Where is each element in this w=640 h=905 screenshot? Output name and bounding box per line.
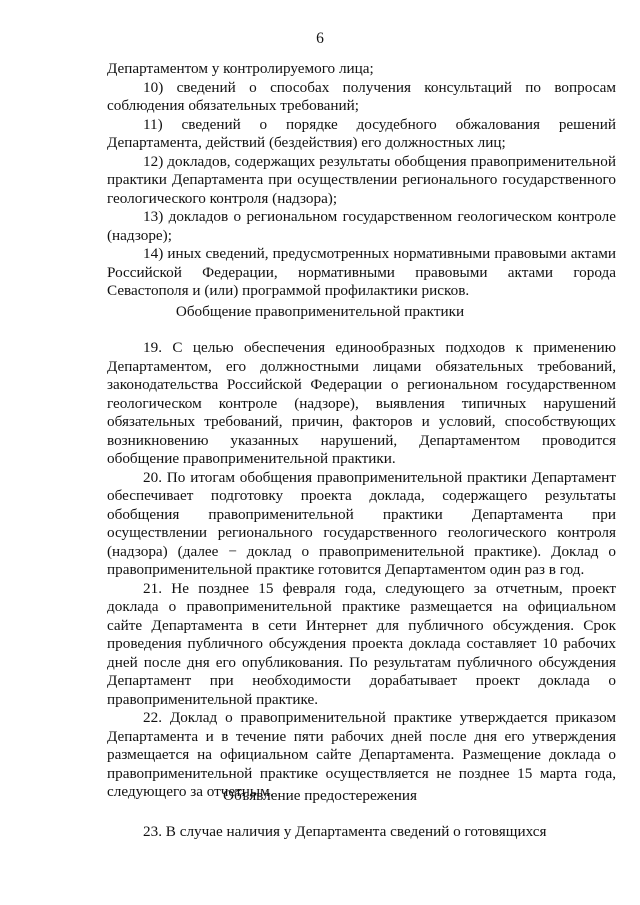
list-item-11: 11) сведений о порядке досудебного обжалования решений Департамента, действий (бездействия) его должностных лиц; bbox=[107, 115, 616, 151]
section-heading-practice: Обобщение правоприменительной практики bbox=[175, 303, 465, 320]
list-continuation bbox=[107, 60, 616, 301]
paragraph-20: 20. По итогам обобщения правоприменительной практики Департамент обеспечивает подготовку проекта доклада, содержащего результаты обобщения правоприменительной практики Департамента при осуществлении регионального государственного геологического контроля (надзора) (далее − доклад о правоприменительной практике). Доклад о правоприменительной практике готовится Департаментом один раз в год. bbox=[107, 468, 616, 578]
list-item-14: 14) иных сведений, предусмотренных нормативными правовыми актами Российской Федерации, нормативными правовыми актами города Севастополя и (или) программой профилактики рисков. bbox=[107, 245, 616, 299]
paragraph-continuation: Департаментом у контролируемого лица; bbox=[107, 60, 374, 77]
list-item-13: 13) докладов о региональном государственном геологическом контроле (надзоре); bbox=[107, 208, 616, 244]
list-item-12: 12) докладов, содержащих результаты обобщения правоприменительной практики Департамента при осуществлении регионального государственного геологического контроля (надзора); bbox=[107, 152, 616, 207]
list-item-10: 10) сведений о способах получения консультаций по вопросам соблюдения обязательных требований; bbox=[107, 78, 616, 114]
paragraph-19: 19. С целью обеспечения единообразных подходов к применению Департаментом, его должностными лицами обязательных требований, законодательства Российской Федерации о региональном государственном геологическом контроле (надзоре), выявления типичных нарушений обязательных требований, причин, факторов и условий, способствующих возникновению указанных нарушений, Департаментом проводится обобщение правоприменительной практики. bbox=[107, 339, 616, 467]
warning-section bbox=[107, 823, 616, 842]
paragraph-22: 22. Доклад о правоприменительной практике утверждается приказом Департамента и в течение пяти рабочих дней после дня его утверждения размещается на официальном сайте Департамента. Размещение доклада о правоприменительной практике осуществляется не позднее 15 марта года, следующего за отчетным. bbox=[107, 709, 616, 800]
practice-section bbox=[107, 339, 616, 802]
paragraph-21: 21. Не позднее 15 февраля года, следующего за отчетным, проект доклада о правоприменительной практике размещается на официальном сайте Департамента в сети Интернет для публичного обсуждения. Срок проведения публичного обсуждения проекта доклада составляет 10 рабочих дней после дня его опубликования. По результатам публичного обсуждения Департамент при необходимости дорабатывает проект доклада о правоприменительной практике. bbox=[107, 579, 616, 708]
section-heading-warning: Объявление предостережения bbox=[223, 787, 417, 804]
paragraph-23: 23. В случае наличия у Департамента сведений о готовящихся bbox=[143, 823, 547, 840]
page-number: 6 bbox=[316, 30, 324, 47]
